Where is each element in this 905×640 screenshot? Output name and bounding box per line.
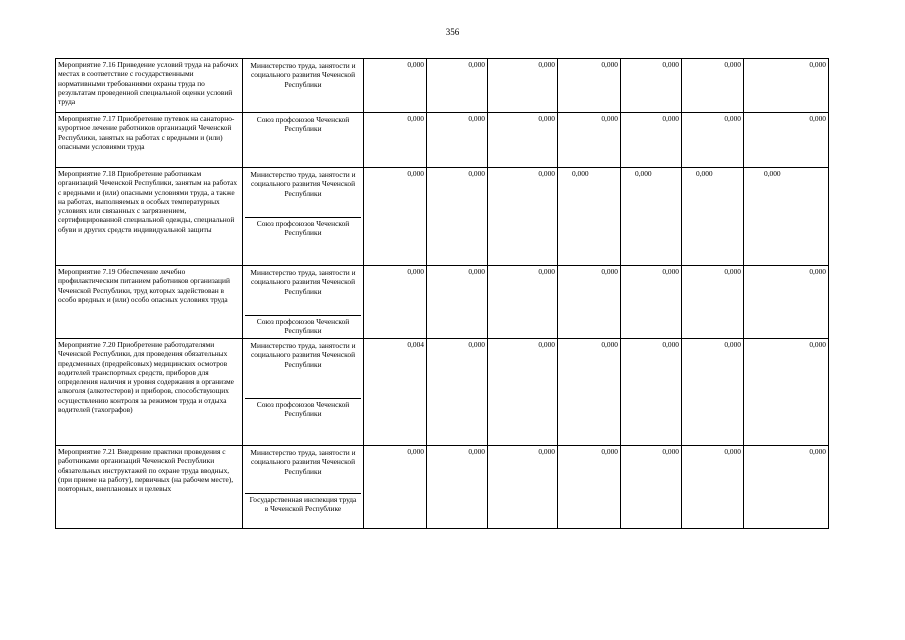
value-cell: 0,004 xyxy=(364,339,427,446)
value-cell: 0,000 xyxy=(364,113,427,168)
value-cell: 0,000 xyxy=(427,113,488,168)
executor-cell xyxy=(243,59,364,113)
value-cell: 0,000 xyxy=(488,113,558,168)
value-cell: 0,000 xyxy=(558,339,621,446)
activity-name: Мероприятие 7.17 Приобретение путевок на санаторно-курортное лечение работников организаций Чеченской Республики, занятых на работах с вредными и (или) опасными условиями труда xyxy=(56,113,243,168)
value-cell: 0,000 xyxy=(488,446,558,529)
value-cell: 0,000 xyxy=(427,266,488,339)
activity-name: Мероприятие 7.16 Приведение условий труда на рабочих местах в соответствие с государственными нормативными требованиями охраны труда по результатам проведенной специальной оценки условий труда xyxy=(56,59,243,113)
value-cell: 0,000 xyxy=(427,446,488,529)
program-activities-table xyxy=(55,58,829,529)
value-cell: 0,000 xyxy=(682,168,744,266)
executor-cell xyxy=(243,266,364,339)
value-cell: 0,000 xyxy=(744,59,829,113)
executor: Министерство труда, занятости и социального развития Чеченской Республики xyxy=(250,61,356,89)
value-cell: 0,000 xyxy=(682,266,744,339)
value-cell: 0,000 xyxy=(427,339,488,446)
value-cell: 0,000 xyxy=(488,266,558,339)
value-cell: 0,000 xyxy=(621,266,682,339)
value-cell: 0,000 xyxy=(558,266,621,339)
table-row xyxy=(56,446,829,529)
activity-name: Мероприятие 7.21 Внедрение практики проведения с работниками организаций Чеченской Республики обязательных инструктажей по охране труда вводных, (при приеме на работу), первичных (на рабочем месте), повторных, внеплановых и целевых xyxy=(56,446,243,529)
value-cell: 0,000 xyxy=(364,446,427,529)
value-cell: 0,000 xyxy=(682,59,744,113)
activity-name: Мероприятие 7.19 Обеспечение лечебно профилактическим питанием работников организаций Чеченской Республики, труд которых задействован в особо вредных и (или) особо опасных условиях труда xyxy=(56,266,243,339)
value-cell: 0,000 xyxy=(744,266,829,339)
executor: Союз профсоюзов Чеченской Республики xyxy=(245,398,361,420)
table-row xyxy=(56,59,829,113)
table-row xyxy=(56,266,829,339)
value-cell: 0,000 xyxy=(621,446,682,529)
value-cell: 0,000 xyxy=(488,168,558,266)
value-cell: 0,000 xyxy=(621,339,682,446)
table-row xyxy=(56,339,829,446)
value-cell: 0,000 xyxy=(364,266,427,339)
value-cell: 0,000 xyxy=(364,168,427,266)
activity-name: Мероприятие 7.20 Приобретение работодателями Чеченской Республики, для проведения обязательных предсменных (предрейсовых) медицинских осмотров водителей транспортных средств, приборов для определения наличия и уровня содержания в организме алкоголя (алкотестеров) и приборов, способствующих осуществлению контроля за режимом труда и отдыха водителей (тахографов) xyxy=(56,339,243,446)
executor: Министерство труда, занятости и социального развития Чеченской Республики xyxy=(250,170,356,198)
executor: Министерство труда, занятости и социального развития Чеченской Республики xyxy=(250,268,356,296)
value-cell: 0,000 xyxy=(364,59,427,113)
value-cell: 0,000 xyxy=(488,59,558,113)
value-cell: 0,000 xyxy=(682,113,744,168)
page-number: 356 xyxy=(445,27,460,37)
value-cell: 0,000 xyxy=(427,59,488,113)
value-cell: 0,000 xyxy=(621,168,682,266)
value-cell: 0,000 xyxy=(427,168,488,266)
executor: Союз профсоюзов Чеченской Республики xyxy=(245,217,361,239)
executor-cell xyxy=(243,168,364,266)
value-cell: 0,000 xyxy=(744,446,829,529)
value-cell: 0,000 xyxy=(682,339,744,446)
value-cell: 0,000 xyxy=(744,168,829,266)
executor: Союз профсоюзов Чеченской Республики xyxy=(245,315,361,337)
executor: Министерство труда, занятости и социального развития Чеченской Республики xyxy=(250,448,356,476)
executor-cell xyxy=(243,446,364,529)
value-cell: 0,000 xyxy=(558,59,621,113)
value-cell: 0,000 xyxy=(558,168,621,266)
value-cell: 0,000 xyxy=(558,113,621,168)
value-cell: 0,000 xyxy=(558,446,621,529)
value-cell: 0,000 xyxy=(488,339,558,446)
executor-cell xyxy=(243,339,364,446)
executor: Государственная инспекция труда в Чеченской Республике xyxy=(245,493,361,515)
executor-cell xyxy=(243,113,364,168)
value-cell: 0,000 xyxy=(621,59,682,113)
value-cell: 0,000 xyxy=(744,339,829,446)
executor: Министерство труда, занятости и социального развития Чеченской Республики xyxy=(250,341,356,369)
executor: Союз профсоюзов Чеченской Республики xyxy=(256,115,350,134)
activity-name: Мероприятие 7.18 Приобретение работникам организаций Чеченской Республики, занятым на работах с вредными и (или) опасными условиями труда, а также на работах, выполняемых в особых температурных условиях или связанных с загрязнением, сертифицированной специальной одежды, специальной обуви и других средств индивидуальной защиты xyxy=(56,168,243,266)
value-cell: 0,000 xyxy=(682,446,744,529)
value-cell: 0,000 xyxy=(744,113,829,168)
value-cell: 0,000 xyxy=(621,113,682,168)
table-row xyxy=(56,113,829,168)
table-row xyxy=(56,168,829,266)
